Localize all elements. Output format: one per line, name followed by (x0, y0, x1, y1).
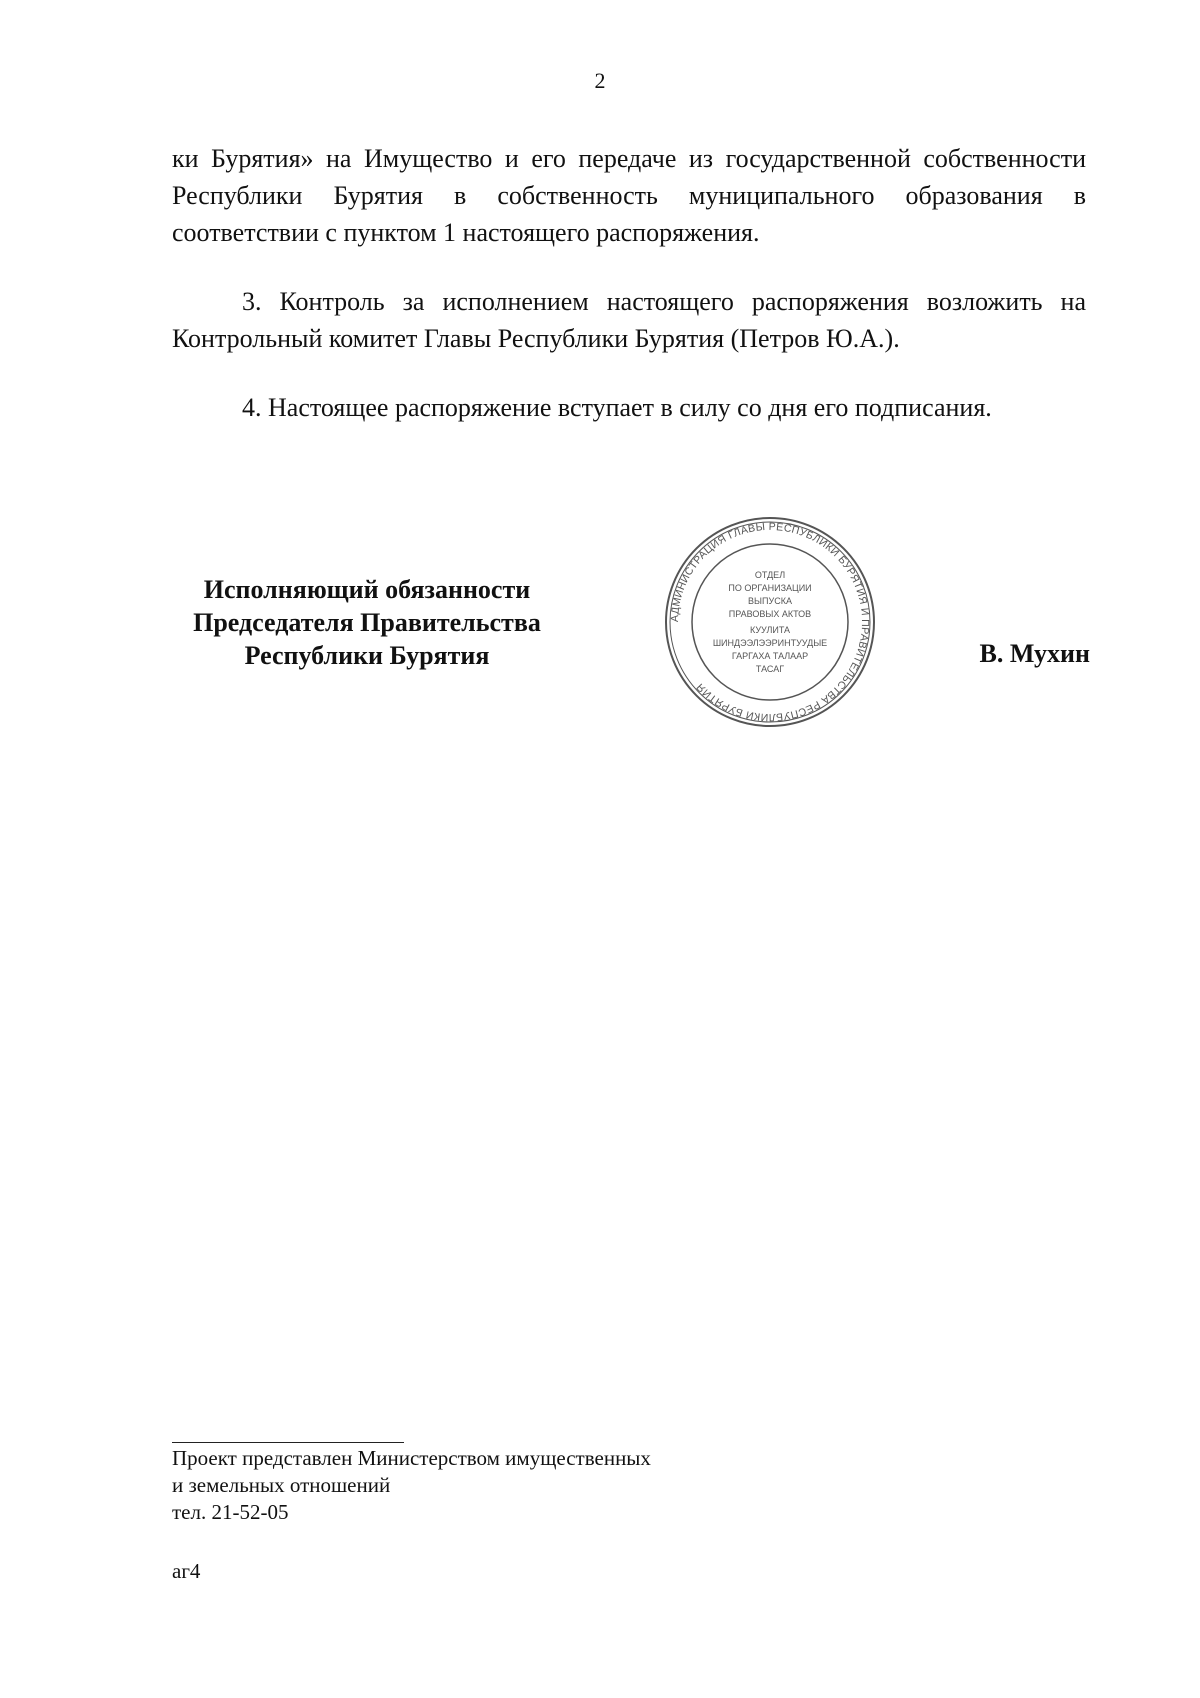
footer-phone: тел. 21-52-05 (172, 1500, 289, 1524)
signature-title (172, 573, 562, 672)
seal-inner-ring (692, 544, 848, 700)
footer-divider (172, 1442, 404, 1443)
signature-title-line: Республики Бурятия (244, 641, 490, 670)
paragraph-4-effect: 4. Настоящее распоряжение вступает в силу со дня его подписания. (242, 393, 992, 422)
paragraph-continuation: ки Бурятия» на Имущество и его передаче из государственной собственности Республики Бурятия в собственность муниципального образования в соответствии с пунктом 1 настоящего распоряжения. (172, 144, 1086, 247)
document-body (172, 140, 1086, 426)
seal-inner-line: КУУЛИТА (749, 625, 791, 635)
seal-inner-line: ПО ОРГАНИЗАЦИИ (728, 583, 812, 593)
seal-inner-line: ШИНДЭЭЛЭЭРИНТУУДЫЕ (712, 638, 828, 648)
seal-inner-line: ВЫПУСКА (748, 596, 792, 606)
seal-inner-line: ПРАВОВЫХ АКТОВ (728, 609, 812, 619)
seal-inner-line: ТАСАГ (755, 664, 785, 674)
paragraph-3-control: 3. Контроль за исполнением настоящего распоряжения возложить на Контрольный комитет Главы Республики Бурятия (Петров Ю.А.). (172, 287, 1086, 353)
seal-inner-line: ОТДЕЛ (754, 570, 786, 580)
footer-line: и земельных отношений (172, 1473, 391, 1497)
official-seal-stamp (650, 515, 890, 730)
document-code: аг4 (172, 1559, 201, 1583)
signer-name: В. Мухин (979, 639, 1090, 668)
seal-outer-text-path: АДМИНИСТРАЦИЯ ГЛАВЫ РЕСПУБЛИКИ БУРЯТИЯ И ПРАВИТЕЛЬСТВА РЕСПУБЛИКИ БУРЯТИЯ (668, 520, 872, 724)
seal-inner-line: ГАРГАХА ТАЛААР (731, 651, 809, 661)
seal-outer-ring (666, 518, 874, 726)
seal-outer-text (669, 521, 871, 723)
footer-line: Проект представлен Министерством имущественных (172, 1446, 651, 1470)
page-number: 2 (594, 68, 606, 93)
footer-note (172, 1445, 651, 1526)
signature-title-line: Исполняющий обязанности (203, 575, 531, 604)
signature-title-line: Председателя Правительства (193, 608, 541, 637)
